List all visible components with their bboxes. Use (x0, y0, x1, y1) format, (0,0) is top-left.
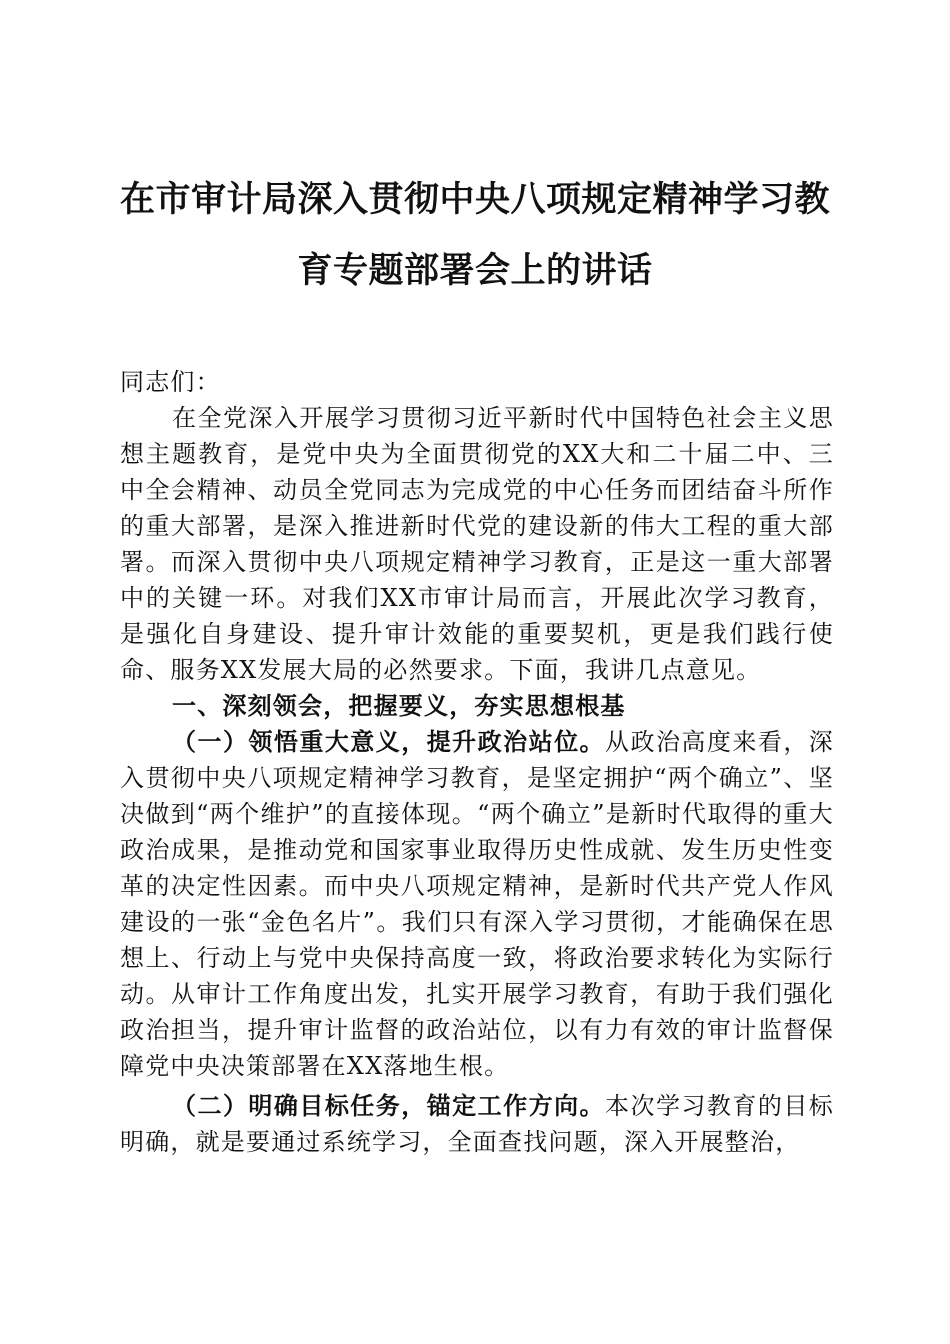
document-title-line-2: 育专题部署会上的讲话 (297, 251, 653, 291)
intro-paragraph: 在全党深入开展学习贯彻习近平新时代中国特色社会主义思想主题教育，是党中央为全面贯彻党的XX大和二十届二中、三中全会精神、动员全党同志为完成党的中心任务而团结奋斗所作的重大部署，是深入推进新时代党的建设新的伟大工程的重大部署。而深入贯彻中央八项规定精神学习教育，正是这一重大部署中的关键一环。对我们XX市审计局而言，开展此次学习教育，是强化自身建设、提升审计效能的重要契机，更是我们践行使命、服务XX发展大局的必然要求。下面，我讲几点意见。 (120, 404, 834, 684)
subsection-2-paragraph (120, 1088, 834, 1160)
salutation: 同志们： (120, 368, 221, 396)
subsection-1-text: 从政治高度来看，深入贯彻中央八项规定精神学习教育，是坚定拥护“两个确立”、坚决做到“两个维护”的直接体现。“两个确立”是新时代取得的重大政治成果，是推动党和国家事业取得历史性成就、发生历史性变革的决定性因素。而中央八项规定精神，是新时代共产党人作风建设的一张“金色名片”。我们只有深入学习贯彻，才能确保在思想上、行动上与党中央保持高度一致，将政治要求转化为实际行动。从审计工作角度出发，扎实开展学习教育，有助于我们强化政治担当，提升审计监督的政治站位，以有力有效的审计监督保障党中央决策部署在XX落地生根。 (120, 728, 834, 1080)
subsection-2-heading: （二）明确目标任务，锚定工作方向。 (172, 1091, 606, 1120)
subsection-1-paragraph (120, 724, 834, 1084)
section-heading-1: 一、深刻领会，把握要义，夯实思想根基 (172, 692, 626, 720)
document-body (120, 364, 834, 1160)
subsection-1-heading: （一）领悟重大意义，提升政治站位。 (172, 727, 606, 756)
subsection-2-text: 本次学习教育的目标明确，就是要通过系统学习，全面查找问题，深入开展整治， (120, 1092, 834, 1156)
document-title-line-1: 在市审计局深入贯彻中央八项规定精神学习教 (119, 180, 830, 220)
